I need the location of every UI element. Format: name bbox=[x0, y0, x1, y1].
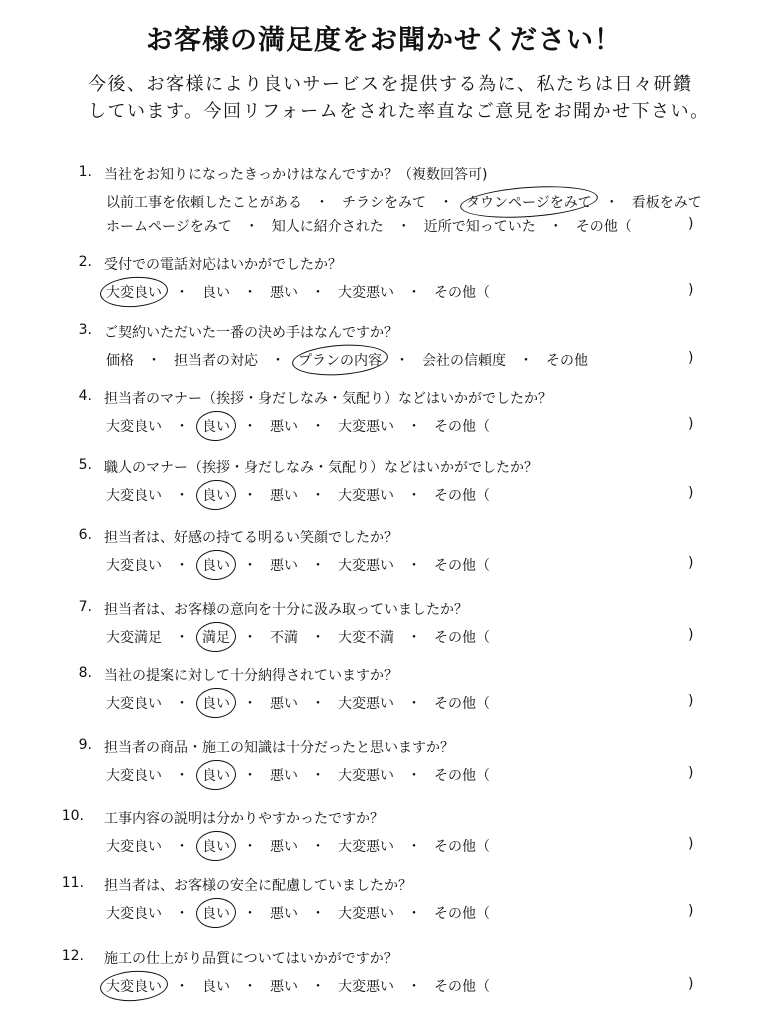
close-paren: ) bbox=[688, 416, 694, 432]
option-separator: ・ bbox=[271, 353, 285, 369]
option-separator: ・ bbox=[175, 630, 189, 646]
option[interactable]: 大変良い bbox=[106, 558, 162, 574]
option[interactable]: その他（ bbox=[434, 906, 490, 922]
question-text: 受付での電話対応はいかがでしたか？ bbox=[104, 257, 342, 273]
question-6 bbox=[0, 527, 768, 597]
option-separator: ・ bbox=[311, 419, 325, 435]
option-selected[interactable]: 満足 bbox=[200, 627, 232, 647]
option-separator: ・ bbox=[243, 488, 257, 504]
option-row bbox=[104, 627, 492, 649]
question-text: 担当者は、好感の持てる明るい笑顔でしたか？ bbox=[104, 530, 398, 546]
option[interactable]: 大変良い bbox=[106, 768, 162, 784]
option-row bbox=[104, 903, 492, 925]
question-text: ご契約いただいた一番の決め手はなんですか？ bbox=[104, 325, 398, 341]
question-5 bbox=[0, 457, 768, 527]
option-separator: ・ bbox=[311, 630, 325, 646]
option-separator: ・ bbox=[407, 630, 421, 646]
option[interactable]: その他（ bbox=[434, 419, 490, 435]
question-number: 7. bbox=[78, 599, 92, 615]
option[interactable]: その他（ bbox=[434, 558, 490, 574]
option-separator: ・ bbox=[175, 558, 189, 574]
option-separator: ・ bbox=[407, 696, 421, 712]
question-number: 11. bbox=[61, 875, 84, 891]
option-selected[interactable]: 良い bbox=[200, 416, 232, 436]
option-separator: ・ bbox=[311, 558, 325, 574]
option[interactable]: 不満 bbox=[270, 630, 298, 646]
option[interactable]: 大変悪い bbox=[338, 839, 394, 855]
question-number: 10. bbox=[61, 808, 84, 824]
option[interactable]: ホームページをみて bbox=[106, 219, 232, 235]
question-number: 1. bbox=[78, 164, 92, 180]
option-separator: ・ bbox=[396, 219, 411, 235]
close-paren: ) bbox=[688, 216, 694, 232]
question-text: 担当者のマナー（挨拶・身だしなみ・気配り）などはいかがでしたか？ bbox=[104, 391, 552, 407]
option[interactable]: その他（ bbox=[434, 839, 490, 855]
option-selected[interactable]: 良い bbox=[200, 485, 232, 505]
option-row bbox=[104, 693, 492, 715]
option[interactable]: 悪い bbox=[270, 558, 298, 574]
option-separator: ・ bbox=[175, 906, 189, 922]
option-separator: ・ bbox=[407, 839, 421, 855]
option-separator: ・ bbox=[243, 768, 257, 784]
question-7 bbox=[0, 599, 768, 669]
option-separator: ・ bbox=[175, 285, 189, 301]
option[interactable]: 大変悪い bbox=[338, 419, 394, 435]
option[interactable]: その他（ bbox=[434, 630, 490, 646]
close-paren: ) bbox=[688, 485, 694, 501]
option-separator: ・ bbox=[175, 979, 189, 995]
question-number: 8. bbox=[78, 665, 92, 681]
question-number: 5. bbox=[78, 457, 92, 473]
question-12 bbox=[0, 948, 768, 1018]
question-number: 3. bbox=[78, 322, 92, 338]
option-separator: ・ bbox=[604, 195, 619, 211]
question-11 bbox=[0, 875, 768, 945]
close-paren: ) bbox=[688, 836, 694, 852]
option[interactable]: 悪い bbox=[270, 979, 298, 995]
question-text: 当社をお知りになったきっかけはなんですか？（複数回答可) bbox=[104, 167, 488, 183]
option[interactable]: 大変良い bbox=[106, 419, 162, 435]
option[interactable]: その他（ bbox=[434, 768, 490, 784]
option-row bbox=[104, 350, 590, 372]
intro-line-2: しています。今回リフォームをされた率直なご意見をお聞かせ下さい。 bbox=[88, 101, 710, 122]
option[interactable]: その他（ bbox=[434, 696, 490, 712]
option[interactable]: 大変良い bbox=[106, 488, 162, 504]
option[interactable]: 以前工事を依頼したことがある bbox=[106, 195, 302, 211]
option-row bbox=[104, 555, 492, 577]
option-separator: ・ bbox=[311, 488, 325, 504]
option-separator: ・ bbox=[243, 979, 257, 995]
option[interactable]: その他（ bbox=[575, 219, 632, 235]
question-3 bbox=[0, 322, 768, 392]
option-separator: ・ bbox=[548, 219, 563, 235]
option-separator: ・ bbox=[175, 696, 189, 712]
option-separator: ・ bbox=[175, 768, 189, 784]
option[interactable]: 良い bbox=[202, 979, 230, 995]
option[interactable]: 大変悪い bbox=[338, 768, 394, 784]
option-separator: ・ bbox=[147, 353, 161, 369]
option-separator: ・ bbox=[311, 285, 325, 301]
option[interactable]: 担当者の対応 bbox=[174, 353, 258, 369]
option-row bbox=[104, 485, 492, 507]
option[interactable]: 大変良い bbox=[106, 696, 162, 712]
option-separator: ・ bbox=[243, 285, 257, 301]
close-paren: ) bbox=[688, 903, 694, 919]
close-paren: ) bbox=[688, 282, 694, 298]
question-text: 当社の提案に対して十分納得されていますか？ bbox=[104, 668, 398, 684]
option-separator: ・ bbox=[243, 558, 257, 574]
option-separator: ・ bbox=[519, 353, 533, 369]
option-row bbox=[104, 836, 492, 858]
option-selected[interactable]: 良い bbox=[200, 836, 232, 856]
option-separator: ・ bbox=[407, 768, 421, 784]
option-separator: ・ bbox=[243, 839, 257, 855]
option-selected[interactable]: 大変良い bbox=[104, 976, 164, 996]
option[interactable]: 大変満足 bbox=[106, 630, 162, 646]
question-text: 工事内容の説明は分かりやすかったですか？ bbox=[104, 811, 384, 827]
option-row bbox=[104, 765, 492, 787]
option-row bbox=[104, 282, 492, 304]
option[interactable]: 知人に紹介された bbox=[271, 219, 384, 235]
question-2 bbox=[0, 254, 768, 324]
option-separator: ・ bbox=[175, 488, 189, 504]
close-paren: ) bbox=[688, 627, 694, 643]
option-separator: ・ bbox=[243, 906, 257, 922]
option-separator: ・ bbox=[311, 696, 325, 712]
option-separator: ・ bbox=[407, 558, 421, 574]
option[interactable]: 大変良い bbox=[106, 906, 162, 922]
option[interactable]: 大変悪い bbox=[338, 979, 394, 995]
option-separator: ・ bbox=[243, 696, 257, 712]
option-selected[interactable]: プランの内容 bbox=[296, 350, 384, 370]
option-separator: ・ bbox=[175, 419, 189, 435]
close-paren: ) bbox=[688, 976, 694, 992]
option-separator: ・ bbox=[175, 839, 189, 855]
option[interactable]: 会社の信頼度 bbox=[422, 353, 506, 369]
option[interactable]: 大変悪い bbox=[338, 558, 394, 574]
question-number: 6. bbox=[78, 527, 92, 543]
question-text: 施工の仕上がり品質についてはいかがですか？ bbox=[104, 951, 398, 967]
option-row bbox=[104, 192, 704, 214]
option[interactable]: 悪い bbox=[270, 419, 298, 435]
question-text: 担当者は、お客様の安全に配慮していましたか？ bbox=[104, 878, 412, 894]
question-10 bbox=[0, 808, 768, 878]
page-title: お客様の満足度をお聞かせください！ bbox=[146, 25, 622, 56]
option-separator: ・ bbox=[407, 285, 421, 301]
option-separator: ・ bbox=[311, 906, 325, 922]
question-9 bbox=[0, 737, 768, 807]
option[interactable]: チラシをみて bbox=[342, 195, 426, 211]
option-separator: ・ bbox=[315, 195, 329, 211]
option-separator: ・ bbox=[311, 979, 325, 995]
option[interactable]: 大変悪い bbox=[338, 696, 394, 712]
question-8 bbox=[0, 665, 768, 735]
option-selected[interactable]: 大変良い bbox=[104, 282, 164, 302]
option-row bbox=[104, 416, 492, 438]
option[interactable]: 価格 bbox=[106, 353, 134, 369]
option-selected[interactable]: 良い bbox=[200, 555, 232, 575]
option[interactable]: その他（ bbox=[434, 488, 490, 504]
question-number: 12. bbox=[61, 948, 84, 964]
close-paren: ) bbox=[688, 555, 694, 571]
question-text: 担当者は、お客様の意向を十分に汲み取っていましたか？ bbox=[104, 602, 468, 618]
option-separator: ・ bbox=[407, 906, 421, 922]
option[interactable]: 悪い bbox=[270, 696, 298, 712]
option-row bbox=[104, 976, 492, 998]
question-text: 職人のマナー（挨拶・身だしなみ・気配り）などはいかがでしたか？ bbox=[104, 460, 538, 476]
close-paren: ) bbox=[688, 693, 694, 709]
question-1 bbox=[0, 164, 768, 234]
question-text: 担当者の商品・施工の知識は十分だったと思いますか？ bbox=[104, 740, 454, 756]
option-selected[interactable]: 良い bbox=[200, 903, 232, 923]
option[interactable]: 悪い bbox=[270, 768, 298, 784]
option-separator: ・ bbox=[244, 219, 259, 235]
option[interactable]: 大変不満 bbox=[338, 630, 394, 646]
option[interactable]: 悪い bbox=[270, 488, 298, 504]
intro-line-1: 今後、お客様により良いサービスを提供する為に、私たちは日々研鑽 bbox=[88, 74, 693, 95]
option[interactable]: 大変悪い bbox=[338, 906, 394, 922]
question-number: 9. bbox=[78, 737, 92, 753]
option[interactable]: 悪い bbox=[270, 906, 298, 922]
option-selected[interactable]: タウンページをみて bbox=[464, 192, 594, 212]
option[interactable]: その他 bbox=[546, 353, 588, 369]
option-selected[interactable]: 良い bbox=[200, 693, 232, 713]
option-separator: ・ bbox=[407, 979, 421, 995]
close-paren: ) bbox=[688, 765, 694, 781]
option[interactable]: 悪い bbox=[270, 285, 298, 301]
option[interactable]: その他（ bbox=[434, 979, 490, 995]
option-separator: ・ bbox=[243, 630, 257, 646]
option-separator: ・ bbox=[407, 419, 421, 435]
option-row bbox=[104, 216, 634, 238]
option-separator: ・ bbox=[407, 488, 421, 504]
option-separator: ・ bbox=[439, 195, 453, 211]
option[interactable]: 悪い bbox=[270, 839, 298, 855]
question-number: 4. bbox=[78, 388, 92, 404]
option-selected[interactable]: 良い bbox=[200, 765, 232, 785]
option[interactable]: 看板をみて bbox=[631, 195, 702, 211]
close-paren: ) bbox=[688, 350, 694, 366]
option[interactable]: 良い bbox=[202, 285, 230, 301]
option[interactable]: 近所で知っていた bbox=[423, 219, 536, 235]
option[interactable]: 大変良い bbox=[106, 839, 162, 855]
question-4 bbox=[0, 388, 768, 458]
option-separator: ・ bbox=[395, 353, 409, 369]
option-separator: ・ bbox=[311, 768, 325, 784]
option-separator: ・ bbox=[243, 419, 257, 435]
option[interactable]: 大変悪い bbox=[338, 488, 394, 504]
option-separator: ・ bbox=[311, 839, 325, 855]
option[interactable]: 大変悪い bbox=[338, 285, 394, 301]
question-number: 2. bbox=[78, 254, 92, 270]
option[interactable]: その他（ bbox=[434, 285, 490, 301]
